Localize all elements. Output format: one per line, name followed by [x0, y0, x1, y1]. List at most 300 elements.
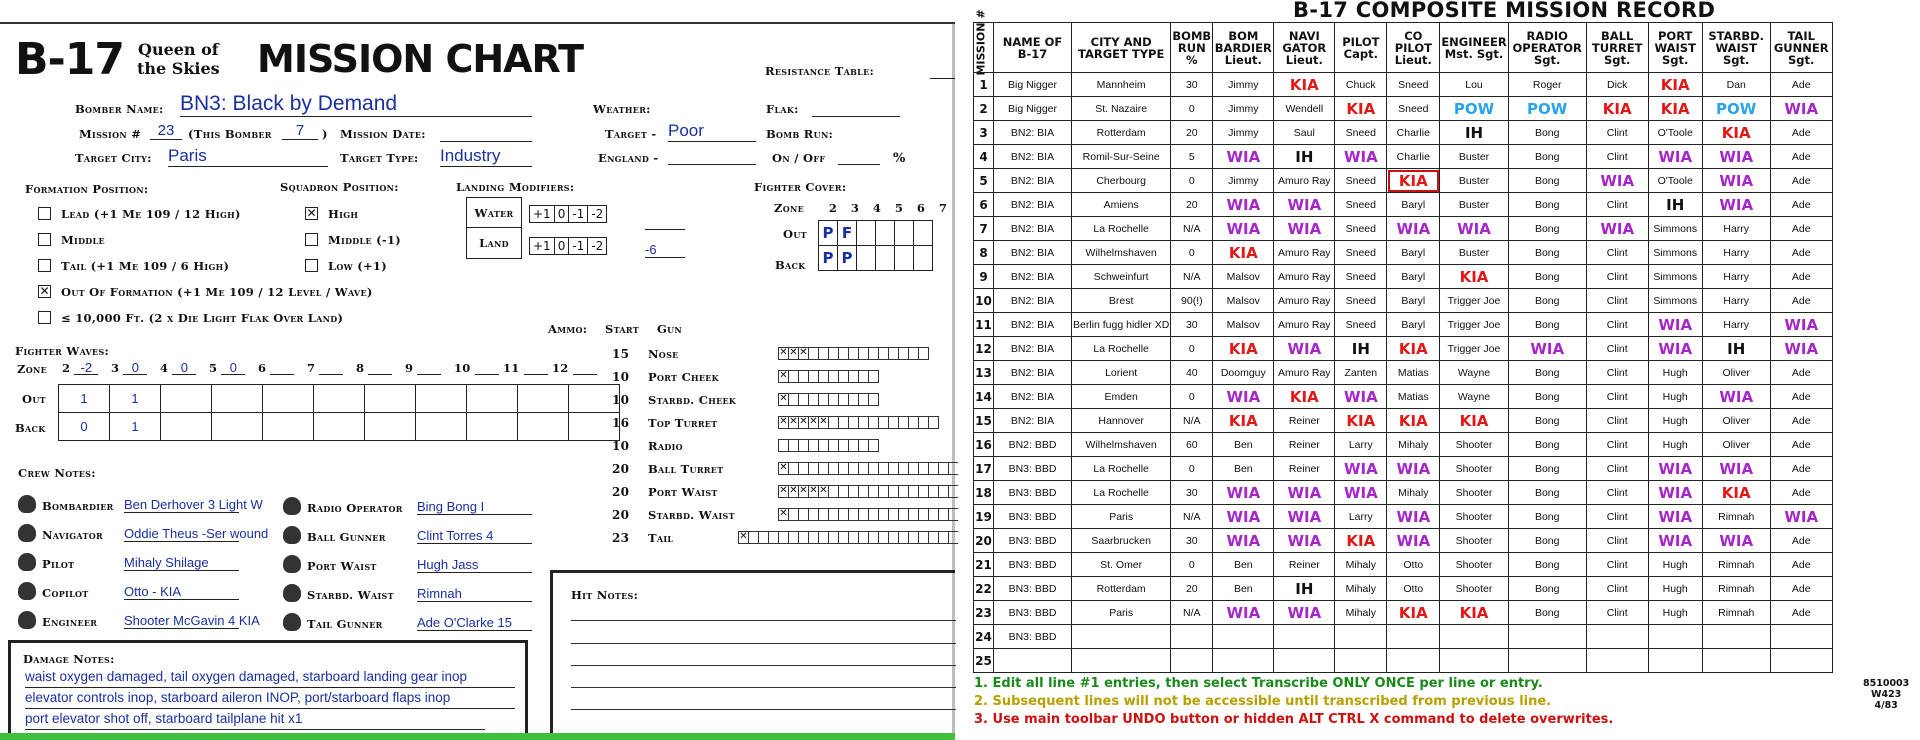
record-cell[interactable]: Sneed	[1335, 313, 1387, 337]
record-cell[interactable]: Mihaly	[1335, 577, 1387, 601]
record-cell[interactable]: Trigger Joe	[1440, 289, 1508, 313]
mod-cell[interactable]: +1	[530, 206, 555, 223]
record-cell[interactable]: Baryl	[1387, 313, 1440, 337]
record-cell[interactable]: Buster	[1440, 169, 1508, 193]
record-cell[interactable]	[1335, 385, 1387, 409]
cover-cell[interactable]: F	[838, 221, 857, 246]
record-cell[interactable]: Malsov	[1213, 289, 1274, 313]
record-cell[interactable]: Amuro Ray	[1274, 289, 1335, 313]
cover-cell[interactable]: P	[838, 246, 857, 271]
mod-cell[interactable]: -2	[588, 238, 607, 255]
crew-note-field[interactable]: Bing Bong I	[417, 499, 532, 515]
record-cell[interactable]	[1440, 217, 1508, 241]
record-cell[interactable]: Reiner	[1274, 433, 1335, 457]
record-cell[interactable]: Reiner	[1274, 553, 1335, 577]
checkbox[interactable]	[38, 207, 51, 220]
record-cell[interactable]: 40	[1171, 361, 1213, 385]
record-cell[interactable]: Rotterdam	[1072, 121, 1171, 145]
fw-zone-value[interactable]: -2	[74, 360, 98, 375]
record-cell[interactable]: Oliver	[1702, 361, 1770, 385]
formation-option-low-altitude[interactable]	[38, 307, 373, 333]
record-cell[interactable]	[1648, 481, 1702, 505]
record-cell[interactable]: Larry	[1335, 505, 1387, 529]
land-modifier-total[interactable]: -6	[645, 242, 685, 258]
record-cell[interactable]: Ade	[1770, 409, 1832, 433]
record-cell[interactable]: Ade	[1770, 577, 1832, 601]
record-cell[interactable]: Amuro Ray	[1274, 361, 1335, 385]
record-cell[interactable]	[1213, 625, 1274, 649]
target-weather-field[interactable]: Poor	[668, 121, 756, 142]
record-cell[interactable]	[1274, 481, 1335, 505]
record-cell[interactable]: Charlie	[1387, 121, 1440, 145]
record-cell[interactable]: O'Toole	[1648, 121, 1702, 145]
record-cell[interactable]: 20	[1171, 193, 1213, 217]
record-cell[interactable]: BN2: BIA	[994, 337, 1072, 361]
fw-cell[interactable]	[365, 385, 416, 413]
record-cell[interactable]: Otto	[1387, 553, 1440, 577]
record-cell[interactable]: Buster	[1440, 193, 1508, 217]
record-cell[interactable]: Bong	[1508, 409, 1586, 433]
fw-cell[interactable]	[518, 413, 569, 441]
checkbox[interactable]	[305, 233, 318, 246]
ammo-box[interactable]	[918, 347, 929, 360]
record-cell[interactable]: Ade	[1770, 73, 1832, 97]
record-cell[interactable]: Simmons	[1648, 241, 1702, 265]
record-cell[interactable]: 30	[1171, 481, 1213, 505]
record-cell[interactable]: La Rochelle	[1072, 337, 1171, 361]
record-cell[interactable]	[1586, 625, 1648, 649]
record-cell[interactable]: Malsov	[1213, 313, 1274, 337]
record-cell[interactable]: Clint	[1586, 601, 1648, 625]
record-cell[interactable]: Ade	[1770, 457, 1832, 481]
record-cell[interactable]	[1335, 457, 1387, 481]
record-cell[interactable]: Cherbourg	[1072, 169, 1171, 193]
record-cell[interactable]: Ben	[1213, 577, 1274, 601]
record-cell[interactable]: Bong	[1508, 313, 1586, 337]
record-cell[interactable]	[1274, 73, 1335, 97]
record-cell[interactable]: Ade	[1770, 529, 1832, 553]
record-cell[interactable]: Rimnah	[1702, 553, 1770, 577]
ammo-box-used[interactable]: ✕	[809, 416, 818, 427]
record-cell[interactable]	[1508, 337, 1586, 361]
record-cell[interactable]: Simmons	[1648, 217, 1702, 241]
record-cell[interactable]: BN3: BBD	[994, 529, 1072, 553]
record-cell[interactable]: Saul	[1274, 121, 1335, 145]
record-cell[interactable]: Clint	[1586, 193, 1648, 217]
record-cell[interactable]	[1702, 481, 1770, 505]
record-cell[interactable]: Ade	[1770, 121, 1832, 145]
record-cell[interactable]: Malsov	[1213, 265, 1274, 289]
record-cell[interactable]: La Rochelle	[1072, 457, 1171, 481]
record-cell[interactable]	[1440, 97, 1508, 121]
record-cell[interactable]: Zanten	[1335, 361, 1387, 385]
record-cell[interactable]: 5	[1171, 145, 1213, 169]
record-cell[interactable]	[1387, 529, 1440, 553]
mod-cell[interactable]: -1	[569, 238, 588, 255]
crew-note-field[interactable]: Clint Torres 4	[417, 528, 532, 544]
crew-note-field[interactable]: Hugh Jass	[417, 557, 532, 573]
crew-note-field[interactable]: Shooter McGavin 4 KIA	[124, 613, 260, 628]
record-cell[interactable]: Clint	[1586, 313, 1648, 337]
crew-note-field[interactable]: Mihaly Shilage	[124, 555, 239, 571]
ammo-box-used[interactable]: ✕	[779, 347, 788, 358]
record-cell[interactable]: Buster	[1440, 241, 1508, 265]
record-cell[interactable]: Hugh	[1648, 409, 1702, 433]
record-cell[interactable]	[1702, 337, 1770, 361]
record-cell[interactable]: St. Omer	[1072, 553, 1171, 577]
record-cell[interactable]: Doomguy	[1213, 361, 1274, 385]
cover-cell[interactable]	[914, 246, 933, 271]
record-cell[interactable]: Sneed	[1335, 241, 1387, 265]
ammo-track[interactable]	[778, 508, 978, 521]
record-cell[interactable]	[1274, 385, 1335, 409]
record-cell[interactable]	[1335, 625, 1387, 649]
record-cell[interactable]: Trigger Joe	[1440, 313, 1508, 337]
record-cell[interactable]: BN2: BIA	[994, 385, 1072, 409]
bomber-name-field[interactable]: BN3: Black by Demand	[180, 92, 532, 117]
record-cell[interactable]: Bong	[1508, 577, 1586, 601]
record-cell[interactable]: BN2: BIA	[994, 121, 1072, 145]
ammo-box-used[interactable]: ✕	[779, 462, 788, 473]
record-cell[interactable]: Sneed	[1387, 97, 1440, 121]
squadron-option-middle[interactable]	[305, 229, 401, 255]
ammo-track[interactable]	[778, 347, 928, 360]
resistance-field[interactable]	[930, 78, 955, 79]
squadron-option-high[interactable]	[305, 203, 401, 229]
ammo-box[interactable]	[868, 439, 879, 452]
record-cell[interactable]: Clint	[1586, 385, 1648, 409]
fw-cell[interactable]	[314, 413, 365, 441]
record-cell[interactable]: Harry	[1702, 313, 1770, 337]
record-cell[interactable]: BN3: BBD	[994, 457, 1072, 481]
fw-cell[interactable]	[212, 385, 263, 413]
cover-cell[interactable]	[914, 221, 933, 246]
fw-cell[interactable]	[161, 385, 212, 413]
ammo-box-used[interactable]: ✕	[779, 508, 788, 519]
ammo-box-used[interactable]: ✕	[779, 393, 788, 404]
record-cell[interactable]	[1702, 193, 1770, 217]
this-bomber-field[interactable]: 7	[282, 122, 318, 140]
hit-notes-line[interactable]	[571, 687, 956, 688]
record-cell[interactable]: Ade	[1770, 385, 1832, 409]
record-cell[interactable]: Ade	[1770, 193, 1832, 217]
fw-cell[interactable]	[416, 413, 467, 441]
cover-cell[interactable]	[876, 221, 895, 246]
record-cell[interactable]: Clint	[1586, 145, 1648, 169]
record-cell[interactable]: O'Toole	[1648, 169, 1702, 193]
record-cell[interactable]	[1586, 169, 1648, 193]
record-cell[interactable]: Harry	[1702, 289, 1770, 313]
record-cell[interactable]: Mihaly	[1387, 433, 1440, 457]
record-cell[interactable]	[1586, 97, 1648, 121]
record-cell[interactable]	[1440, 625, 1508, 649]
record-cell[interactable]: Bong	[1508, 289, 1586, 313]
cover-cell[interactable]	[857, 246, 876, 271]
target-city-field[interactable]: Paris	[168, 146, 328, 167]
record-cell[interactable]: Baryl	[1387, 265, 1440, 289]
crew-note-field[interactable]: Oddie Theus -Ser wound	[124, 526, 269, 541]
record-cell[interactable]	[1508, 97, 1586, 121]
record-cell[interactable]: Trigger Joe	[1440, 337, 1508, 361]
record-cell[interactable]: BN2: BIA	[994, 313, 1072, 337]
checkbox[interactable]	[38, 311, 51, 324]
record-cell[interactable]	[1648, 145, 1702, 169]
record-cell[interactable]: Rimnah	[1702, 577, 1770, 601]
record-cell[interactable]	[1213, 481, 1274, 505]
record-cell[interactable]: 30	[1171, 313, 1213, 337]
fw-cell[interactable]	[416, 385, 467, 413]
record-cell[interactable]	[1648, 313, 1702, 337]
record-cell[interactable]: BN2: BIA	[994, 361, 1072, 385]
record-cell[interactable]: Baryl	[1387, 241, 1440, 265]
fw-zone-value[interactable]: 0	[221, 360, 245, 375]
record-cell[interactable]: BN2: BIA	[994, 217, 1072, 241]
record-cell[interactable]: Shooter	[1440, 457, 1508, 481]
fw-zone-value[interactable]	[368, 360, 392, 375]
mission-date-field[interactable]	[440, 141, 532, 142]
record-cell[interactable]: 0	[1171, 169, 1213, 193]
record-cell[interactable]: Simmons	[1648, 289, 1702, 313]
fw-cell[interactable]: 1	[59, 385, 110, 413]
record-cell[interactable]: N/A	[1171, 505, 1213, 529]
record-cell[interactable]	[1648, 193, 1702, 217]
ammo-box-used[interactable]: ✕	[799, 485, 808, 496]
record-cell[interactable]	[994, 649, 1072, 673]
record-cell[interactable]: Oliver	[1702, 409, 1770, 433]
record-cell[interactable]: Clint	[1586, 577, 1648, 601]
record-cell[interactable]	[1648, 457, 1702, 481]
record-cell[interactable]	[1274, 649, 1335, 673]
record-cell[interactable]: Harry	[1702, 241, 1770, 265]
ammo-track[interactable]	[778, 485, 978, 498]
record-cell[interactable]: Sneed	[1387, 73, 1440, 97]
record-cell[interactable]: Clint	[1586, 505, 1648, 529]
record-cell[interactable]: Wilhelmshaven	[1072, 241, 1171, 265]
record-cell[interactable]	[1213, 649, 1274, 673]
record-cell[interactable]	[1213, 409, 1274, 433]
record-cell[interactable]: Bong	[1508, 505, 1586, 529]
fw-cell[interactable]	[314, 385, 365, 413]
record-cell[interactable]	[1770, 505, 1832, 529]
record-cell[interactable]	[1213, 241, 1274, 265]
record-cell[interactable]	[1648, 505, 1702, 529]
record-cell[interactable]: BN2: BIA	[994, 265, 1072, 289]
record-cell[interactable]: Romil-Sur-Seine	[1072, 145, 1171, 169]
record-cell[interactable]	[1213, 193, 1274, 217]
record-cell[interactable]	[1335, 481, 1387, 505]
ammo-box-used[interactable]: ✕	[819, 485, 828, 496]
record-cell[interactable]	[1770, 313, 1832, 337]
record-cell[interactable]: Ade	[1770, 217, 1832, 241]
record-cell[interactable]: Bong	[1508, 553, 1586, 577]
record-cell[interactable]: Shooter	[1440, 481, 1508, 505]
record-cell[interactable]	[1274, 505, 1335, 529]
record-cell[interactable]	[1648, 97, 1702, 121]
record-cell[interactable]	[1702, 625, 1770, 649]
record-cell[interactable]: Hugh	[1648, 577, 1702, 601]
record-cell[interactable]: La Rochelle	[1072, 217, 1171, 241]
record-cell[interactable]: BN2: BIA	[994, 193, 1072, 217]
record-cell[interactable]: 30	[1171, 529, 1213, 553]
record-cell[interactable]	[1387, 649, 1440, 673]
record-cell[interactable]: Rimnah	[1702, 505, 1770, 529]
record-cell[interactable]	[1213, 145, 1274, 169]
checkbox[interactable]	[305, 259, 318, 272]
record-cell[interactable]: 30	[1171, 73, 1213, 97]
record-cell[interactable]: Roger	[1508, 73, 1586, 97]
fw-cell[interactable]	[161, 413, 212, 441]
record-cell[interactable]: Big Nigger	[994, 73, 1072, 97]
record-cell[interactable]	[1171, 625, 1213, 649]
record-cell[interactable]: BN3: BBD	[994, 481, 1072, 505]
record-cell[interactable]	[1702, 649, 1770, 673]
record-cell[interactable]: BN2: BIA	[994, 145, 1072, 169]
checkbox-checked[interactable]: ✕	[39, 284, 50, 298]
record-cell[interactable]: Hugh	[1648, 553, 1702, 577]
record-cell[interactable]: Ade	[1770, 433, 1832, 457]
checkbox[interactable]	[38, 259, 51, 272]
fw-cell[interactable]	[467, 385, 518, 413]
record-cell[interactable]: Larry	[1335, 433, 1387, 457]
ammo-track[interactable]	[778, 416, 938, 429]
record-cell[interactable]: Schweinfurt	[1072, 265, 1171, 289]
record-cell[interactable]: Reiner	[1274, 409, 1335, 433]
ammo-box-used[interactable]: ✕	[819, 416, 828, 427]
record-cell[interactable]	[1387, 337, 1440, 361]
record-cell[interactable]: BN2: BIA	[994, 409, 1072, 433]
record-cell[interactable]: Rotterdam	[1072, 577, 1171, 601]
record-cell[interactable]: Jimmy	[1213, 73, 1274, 97]
record-cell[interactable]	[1335, 529, 1387, 553]
ammo-box-used[interactable]: ✕	[809, 485, 818, 496]
record-cell[interactable]	[1335, 649, 1387, 673]
record-cell[interactable]: Matias	[1387, 361, 1440, 385]
record-cell[interactable]: Ade	[1770, 553, 1832, 577]
checkbox[interactable]	[38, 233, 51, 246]
record-cell[interactable]	[1335, 409, 1387, 433]
record-cell[interactable]	[1440, 121, 1508, 145]
hit-notes-line[interactable]	[571, 643, 956, 644]
record-cell[interactable]: Hugh	[1648, 385, 1702, 409]
record-cell[interactable]	[1702, 385, 1770, 409]
crew-note-field[interactable]: Otto - KIA	[124, 584, 239, 600]
mod-cell[interactable]: -2	[588, 206, 607, 223]
ammo-box-used[interactable]: ✕	[779, 370, 788, 381]
record-cell[interactable]	[1335, 97, 1387, 121]
record-cell[interactable]: N/A	[1171, 601, 1213, 625]
fw-cell[interactable]	[467, 413, 518, 441]
record-cell[interactable]: Amuro Ray	[1274, 313, 1335, 337]
record-cell[interactable]	[1387, 601, 1440, 625]
record-cell[interactable]: Sneed	[1335, 289, 1387, 313]
record-cell[interactable]: BN3: BBD	[994, 505, 1072, 529]
record-cell[interactable]: 0	[1171, 97, 1213, 121]
record-cell[interactable]: BN3: BBD	[994, 625, 1072, 649]
ammo-box-used[interactable]: ✕	[789, 347, 798, 358]
mod-cell[interactable]: 0	[554, 206, 569, 223]
record-cell[interactable]: Bong	[1508, 121, 1586, 145]
record-cell[interactable]: BN2: BIA	[994, 289, 1072, 313]
record-cell[interactable]: Ade	[1770, 289, 1832, 313]
record-cell[interactable]: Ben	[1213, 553, 1274, 577]
record-cell[interactable]	[1648, 529, 1702, 553]
record-cell[interactable]: Bong	[1508, 145, 1586, 169]
record-cell[interactable]: Clint	[1586, 433, 1648, 457]
record-cell[interactable]	[1213, 337, 1274, 361]
fw-zone-value[interactable]	[573, 360, 597, 375]
record-cell[interactable]: BN2: BBD	[994, 433, 1072, 457]
record-cell[interactable]: Amuro Ray	[1274, 169, 1335, 193]
record-cell[interactable]	[1508, 625, 1586, 649]
crew-note-field[interactable]: Rimnah	[417, 586, 532, 602]
ammo-track[interactable]	[778, 439, 878, 452]
record-cell[interactable]	[1387, 625, 1440, 649]
ammo-box-used[interactable]: ✕	[789, 416, 798, 427]
record-cell[interactable]	[1440, 409, 1508, 433]
record-cell[interactable]: Wayne	[1440, 361, 1508, 385]
record-cell[interactable]	[1387, 409, 1440, 433]
record-cell[interactable]: Brest	[1072, 289, 1171, 313]
record-cell[interactable]	[1387, 457, 1440, 481]
record-cell[interactable]: Lou	[1440, 73, 1508, 97]
record-cell[interactable]: Clint	[1586, 337, 1648, 361]
record-cell[interactable]	[1274, 529, 1335, 553]
record-cell[interactable]	[1072, 625, 1171, 649]
record-cell[interactable]: Buster	[1440, 145, 1508, 169]
record-cell[interactable]: Simmons	[1648, 265, 1702, 289]
record-cell[interactable]: Chuck	[1335, 73, 1387, 97]
record-cell[interactable]: Ade	[1770, 241, 1832, 265]
record-cell[interactable]: 60	[1171, 433, 1213, 457]
water-modifier-total[interactable]	[645, 229, 685, 230]
ammo-box-used[interactable]: ✕	[789, 485, 798, 496]
record-cell[interactable]: N/A	[1171, 217, 1213, 241]
record-cell[interactable]	[1508, 649, 1586, 673]
fw-cell[interactable]	[263, 385, 314, 413]
record-cell[interactable]: Ade	[1770, 169, 1832, 193]
record-cell[interactable]: N/A	[1171, 265, 1213, 289]
record-cell[interactable]: Otto	[1387, 577, 1440, 601]
record-cell[interactable]: 0	[1171, 241, 1213, 265]
cover-cell[interactable]	[895, 246, 914, 271]
record-cell[interactable]	[1213, 217, 1274, 241]
record-cell[interactable]	[1274, 625, 1335, 649]
record-cell[interactable]	[1702, 457, 1770, 481]
record-cell[interactable]	[1702, 145, 1770, 169]
ammo-track[interactable]	[778, 370, 878, 383]
record-cell[interactable]: Hugh	[1648, 361, 1702, 385]
record-cell[interactable]: Bong	[1508, 601, 1586, 625]
fw-cell[interactable]	[518, 385, 569, 413]
record-cell[interactable]: Ade	[1770, 601, 1832, 625]
cover-cell[interactable]	[857, 221, 876, 246]
record-cell[interactable]: Hugh	[1648, 433, 1702, 457]
ammo-box[interactable]	[868, 370, 879, 383]
record-cell[interactable]	[1770, 97, 1832, 121]
record-cell[interactable]: Bong	[1508, 241, 1586, 265]
record-cell[interactable]: Shooter	[1440, 529, 1508, 553]
record-cell[interactable]: BN2: BIA	[994, 241, 1072, 265]
fw-cell[interactable]: 1	[110, 413, 161, 441]
ammo-track[interactable]	[778, 393, 878, 406]
record-cell[interactable]: Mihaly	[1335, 601, 1387, 625]
record-cell[interactable]: Bong	[1508, 193, 1586, 217]
record-cell[interactable]: Hannover	[1072, 409, 1171, 433]
record-cell[interactable]	[1440, 265, 1508, 289]
record-cell[interactable]	[1586, 217, 1648, 241]
record-cell[interactable]	[1702, 169, 1770, 193]
record-cell[interactable]: Dan	[1702, 73, 1770, 97]
